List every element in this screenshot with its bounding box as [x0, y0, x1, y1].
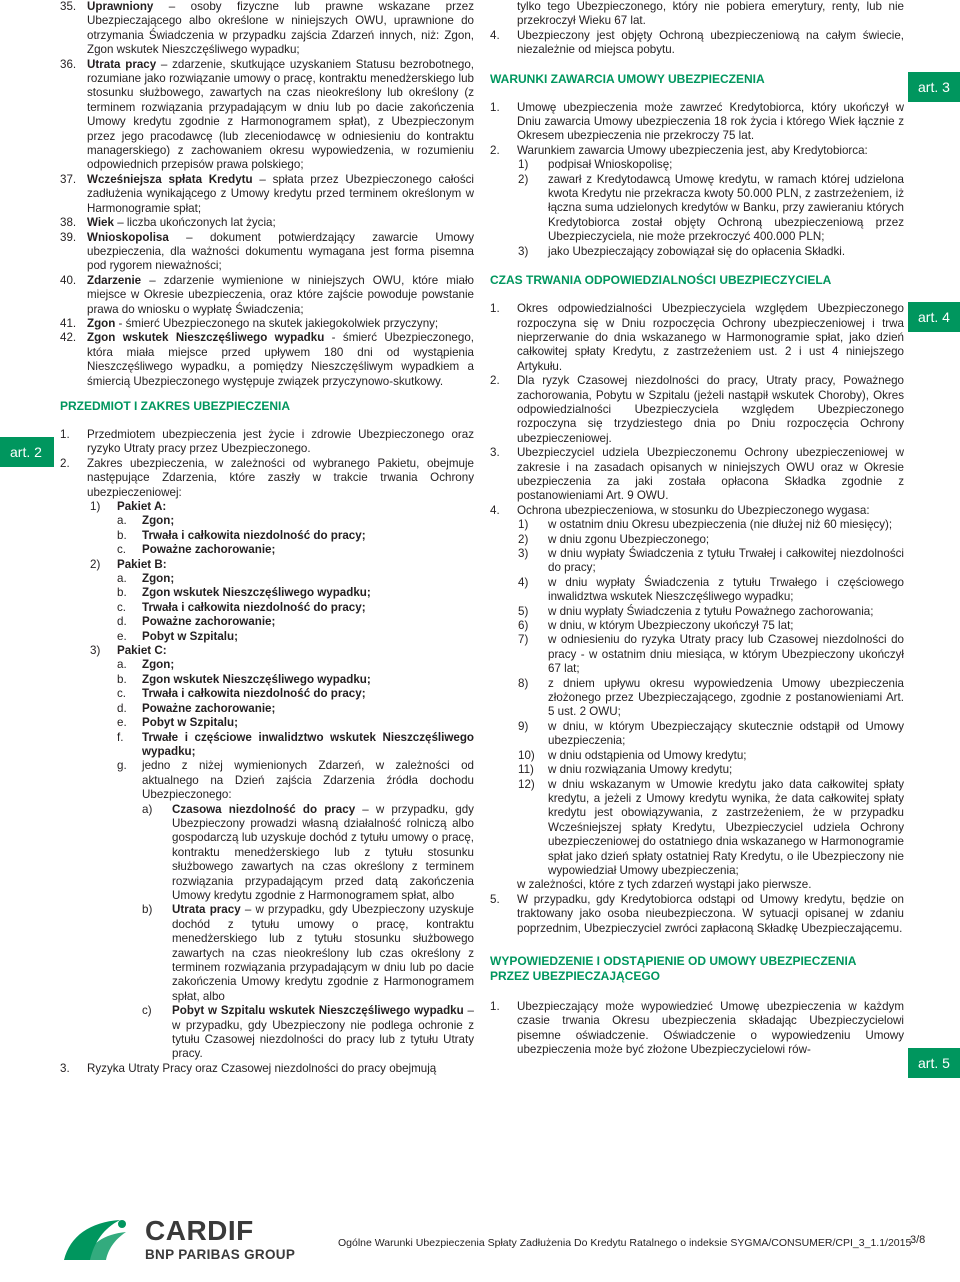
art4-expiry-text: w odniesieniu do ryzyka Utraty pracy lub Czasowej niezdolności do pracy - w ostatnim dniu miesiąca, w którym Ubezpieczony ukończył 67 lat;	[548, 633, 904, 676]
definition-item	[60, 58, 474, 173]
pakiet-item-label: Zgon wskutek Nieszczęśliwego wypadku;	[142, 586, 371, 600]
pakiet-a: 1) Pakiet A:	[90, 500, 167, 513]
art4-paragraph-3: 3. Ubezpieczyciel udziela Ubezpieczonemu Ochrony ubezpieczeniowej w zakresie i na zasadach opisanych w niniejszych OWU oraz w Okresie ubezpieczenia za jaki została opłacona Składka zgodnie z postanowieniami Art. 9 OWU.	[490, 446, 904, 503]
art3-condition-number: 2)	[518, 172, 529, 186]
pakiet-item-letter: a.	[117, 658, 127, 672]
art3-tab: art. 3	[908, 72, 960, 102]
art4-tab: art. 4	[908, 302, 960, 332]
art4-paragraph-1: 1. Okres odpowiedzialności Ubezpieczyciela względem Ubezpieczonego rozpoczyna się w Dniu rozpoczęcia Ochrony ubezpieczeniowej i trwa nieprzerwanie do dnia wskazanego w Harmonogramie spłat, jako dzień całkowitej spłaty Kredytu, z zastrzeżeniem ust. 2 i ust 4 niniejszego Artykułu.	[490, 302, 904, 373]
pakiet-item-letter: a.	[117, 514, 127, 528]
art4-expiry-number: 11)	[518, 763, 534, 777]
art4-heading: CZAS TRWANIA ODPOWIEDZIALNOŚCI UBEZPIECZYCIELA	[490, 273, 832, 288]
pakiet-item-label: Zgon;	[142, 514, 175, 528]
income-event-text: – w przypadku, gdy Ubezpieczony prowadzi własną działalność rolniczą albo gospodarczą lub uzyskuje dochód z tytułu umowy o pracę, kontraktu menedżerskiego lub z tytułu stosunku służbowego zawartych na czas określony z terminem rozwiązania przypadającym przed datą zakończenia Umowy kredytu zgodnie z Harmonogramem spłat, albo	[172, 802, 474, 902]
cardif-logo-icon	[60, 1216, 130, 1264]
art4-paragraph-5: 5. W przypadku, gdy Kredytobiorca odstąpi od Umowy kredytu, będzie on traktowany jako osoba nieubezpieczona. W sytuacji opisanej w zdaniu poprzednim, Ubezpieczyciel zwróci zapłaconą Składkę Ubezpieczającemu.	[490, 892, 904, 935]
definition-term: Zgon	[87, 316, 116, 330]
art4-expiry-item	[490, 633, 904, 676]
left-column	[60, 0, 474, 1076]
pakiet-item	[60, 586, 474, 600]
page-number: 3/8	[910, 1234, 926, 1246]
definition-term: Wiek	[87, 216, 114, 230]
art3-paragraph-1: 1. Umowę ubezpieczenia może zawrzeć Kredytobiorca, który ukończył w Dniu zawarcia Umowy ubezpieczenia 18 rok życia i którego Wiek łącznie z Okresem ubezpieczenia nie przekroczy 75 lat.	[490, 100, 904, 143]
income-event-term: Utrata pracy	[172, 903, 241, 917]
pakiet-b: 2) Pakiet B:	[90, 557, 167, 571]
art4-expiry-item	[490, 533, 904, 547]
document-title: Ogólne Warunki Ubezpieczenia Spłaty Zadłużenia Do Kredytu Ratalnego o indeksie SYGMA/CONSUMER/CPI_3_1.1/2015	[338, 1237, 912, 1249]
art4-expiry-number: 5)	[518, 604, 529, 618]
art3-condition	[490, 158, 904, 172]
art3-heading: WARUNKI ZAWARCIA UMOWY UBEZPIECZENIA	[490, 71, 765, 86]
art2-heading: PRZEDMIOT I ZAKRES UBEZPIECZENIA	[60, 398, 291, 413]
art4-expiry-number: 6)	[518, 619, 529, 633]
definition-term: Wnioskopolisa	[87, 230, 169, 244]
pakiet-item-letter: b.	[117, 586, 127, 600]
pakiet-item-label: Trwała i całkowita niezdolność do pracy;	[142, 687, 366, 701]
definition-number: 41.	[60, 316, 77, 330]
art4-expiry-number: 7)	[518, 633, 529, 647]
art4-expiry-text: w dniu wypłaty Świadczenia z tytułu Trwałej i całkowitej niezdolności do pracy;	[548, 547, 904, 575]
pakiet-item	[60, 658, 474, 672]
art5-tab: art. 5	[908, 1048, 960, 1078]
pakiet-item-label: Pobyt w Szpitalu;	[142, 716, 238, 730]
income-event-term: Czasowa niezdolność do pracy	[172, 802, 356, 816]
income-event-text: – w przypadku, gdy Ubezpieczony nie podlega ochronie z tytułu Czasowej niezdolności do pracy lub z tytułu Utraty pracy.	[172, 1004, 475, 1061]
pakiet-item-letter: e.	[117, 716, 127, 730]
definition-item	[60, 331, 474, 389]
definition-item	[60, 231, 474, 274]
pakiet-item-letter: c.	[117, 687, 127, 701]
pakiet-item	[60, 615, 474, 629]
pakiet-item-letter: e.	[117, 629, 127, 643]
art4-expiry-text: w dniu wskazanym w Umowie kredytu jako data całkowitej spłaty kredytu, a jeżeli z Umowy kredytu wynika, że data całkowitej spłaty kredytu jest obowiązywania, z zastrzeżeniem, że w przypadku Wcześniejszej spłaty Kredytu, Ubezpieczyciel udziela Ochrony ubezpieczeniowej do ostatniego dnia wskazanego w Harmonogramie spłat jako dzień spłaty ostatniej Raty Kredytu, o ile Ubezpieczony nie wypowiedział Umowy ubezpieczenia;	[548, 777, 904, 877]
art2-paragraph-3: 3. Ryzyka Utraty Pracy oraz Czasowej niezdolności do pracy obejmują	[60, 1061, 437, 1075]
pakiet-a-items	[60, 514, 474, 557]
art4-expiry-item	[490, 518, 904, 532]
art4-tail: w zależności, które z tych zdarzeń wystąpi jako pierwsze.	[517, 878, 812, 892]
art4-expiry-item	[490, 619, 904, 633]
art5-body	[490, 1000, 904, 1058]
art4-expiry-number: 9)	[518, 719, 529, 733]
art2-paragraph-3-continued: tylko tego Ubezpieczonego, który nie pobiera emerytury, renty, lub nie przekroczył Wieku 67 lat.	[517, 0, 904, 28]
art5-heading	[490, 954, 904, 984]
art5-paragraph-1: 1. Ubezpieczający może wypowiedzieć Umowę ubezpieczenia w każdym czasie trwania Okresu ubezpieczenia składając Ubezpieczycielowi pisemne oświadczenie. Oświadczenie o wypowiedzeniu Umowy ubezpieczenia może być złożone Ubezpieczycielowi rów-	[490, 999, 904, 1057]
art4-expiry-text: w dniu zgonu Ubezpieczonego;	[548, 532, 710, 546]
definition-item	[60, 0, 474, 58]
definition-text: - śmierć Ubezpieczonego, która miała miejsce przed upływem 180 dni od wystąpienia Nieszczęśliwego wypadku, a pomiędzy Nieszczęśliwym wypadkiem a śmiercią Ubezpieczonego występuje związek przyczynowo-skutkowy.	[87, 331, 474, 388]
art3-condition-text: zawarł z Kredytodawcą Umowę kredytu, w ramach której udzielona kwota Kredytu nie przekracza kwoty 50.000 PLN, z zastrzeżeniem, iż łączna suma udzielonych kredytów w Banku, przy zawieraniu których Kredytobiorca został objęty Ochroną ubezpieczeniową przez Ubezpieczyciela, nie może przekroczyć 400.000 PLN;	[548, 172, 904, 244]
pakiet-item	[60, 529, 474, 543]
art2-tab: art. 2	[0, 437, 54, 467]
pakiet-item-letter: a.	[117, 572, 127, 586]
definition-text: - śmierć Ubezpieczonego na skutek jakiegokolwiek przyczyny;	[115, 316, 439, 330]
art4-expiry-number: 1)	[518, 518, 529, 532]
right-column	[490, 0, 904, 1058]
art4-expiry-number: 2)	[518, 532, 529, 546]
definition-number: 35.	[60, 0, 77, 13]
pakiet-item	[60, 673, 474, 687]
income-event-items	[60, 803, 474, 1062]
pakiet-item	[60, 543, 474, 557]
art4-expiry-item	[490, 720, 904, 749]
art4-expiry-text: w dniu wypłaty Świadczenia z tytułu Trwałego i częściowego inwalidztwa wskutek Nieszczęśliwego wypadku;	[548, 575, 904, 604]
art4-expiry-item	[490, 763, 904, 777]
pakiet-item-letter: f.	[117, 730, 124, 744]
pakiet-item	[60, 601, 474, 615]
definition-text: – zdarzenie, skutkujące uzyskaniem Statusu bezrobotnego, rozumiane jako rozwiązanie umowy o pracę, kontraktu menedżerskiego lub stosunku służbowego, zawartych na czas nieokreślony lub określony (z terminem rozwiązania przypadającym w dniu lub po dacie zakończenia Umowy kredytu zgodnie z Harmonogramem spłat), z Ubezpieczonym przez jego pracodawcę (lub zleceniodawcę w odniesieniu do kontraktu managerskiego) z zachowaniem okresu wypowiedzenia, w rozumieniu odpowiednich przepisów prawa polskiego;	[87, 57, 474, 172]
definition-number: 36.	[60, 57, 77, 71]
pakiet-item	[60, 630, 474, 644]
pakiet-item-letter: b.	[117, 528, 127, 542]
pakiet-item-label: Zgon;	[142, 658, 175, 672]
pakiet-item-label: Zgon;	[142, 572, 175, 586]
art4-expiry-number: 10)	[518, 748, 535, 762]
definition-item	[60, 216, 474, 230]
art4-body	[490, 302, 904, 936]
art4-expiry-text: w dniu rozwiązania Umowy kredytu;	[548, 763, 733, 777]
art5-heading-line-1: WYPOWIEDZENIE I ODSTĄPIENIE OD UMOWY UBEZPIECZENIA	[490, 953, 857, 968]
art3-paragraph-2: 2. Warunkiem zawarcia Umowy ubezpieczenia jest, aby Kredytobiorca:	[490, 143, 868, 157]
definition-text: – zdarzenie wymienione w niniejszych OWU, które miało miejsce w Okresie ubezpieczenia, oraz które zajście powoduje powstanie prawa do wniosku o wypłatę Świadczenia;	[87, 273, 474, 316]
art4-expiry-number: 3)	[518, 547, 529, 560]
art4-paragraph-4: 4. Ochrona ubezpieczeniowa, w stosunku do Ubezpieczonego wygasa:	[490, 503, 870, 517]
definition-item	[60, 317, 474, 331]
pakiet-item-label: Trwała i całkowita niezdolność do pracy;	[142, 600, 366, 614]
pakiet-item-letter: d.	[117, 701, 127, 715]
art4-expiry-text: w ostatnim dniu Okresu ubezpieczenia (nie dłużej niż 60 miesięcy);	[548, 518, 893, 532]
art3-condition-text: jako Ubezpieczający zobowiązał się do opłacenia Składki.	[548, 244, 846, 258]
income-event-number: b)	[142, 903, 153, 917]
pakiet-item	[60, 731, 474, 760]
pakiet-item-letter: d.	[117, 615, 127, 629]
pakiet-c-item-g: g. jedno z niżej wymienionych Zdarzeń, w zależności od aktualnego na Dzień zajścia Zdarzenia źródła dochodu Ubezpieczonego:	[117, 759, 474, 802]
definition-term: Zgon wskutek Nieszczęśliwego wypadku	[87, 331, 325, 345]
art4-expiry-item	[490, 778, 904, 879]
pakiet-item-label: Zgon wskutek Nieszczęśliwego wypadku;	[142, 672, 371, 686]
art4-expiry-item	[490, 576, 904, 605]
art4-expiry-item	[490, 605, 904, 619]
definition-text: – dokument potwierdzający zawarcie Umowy ubezpieczenia, dla ważności dokumentu wymagana jest forma pisemna pod rygorem nieważności;	[87, 230, 474, 273]
art3-condition-number: 1)	[518, 158, 529, 172]
art4-expiry-number: 4)	[518, 575, 529, 589]
definition-term: Zdarzenie	[87, 273, 142, 287]
art4-expiry-text: w dniu odstąpienia od Umowy kredytu;	[548, 748, 747, 762]
definition-term: Wcześniejsza spłata Kredytu	[87, 172, 253, 186]
definition-text: – spłata przez Ubezpieczonego całości zadłużenia wynikającego z Umowy kredytu przed terminem określonym w Harmonogramie spłat;	[87, 172, 474, 215]
definition-text: – osoby fizyczne lub prawne wskazane przez Ubezpieczającego albo określone w niniejszych OWU, uprawnione do otrzymania Świadczenia w przypadku zajścia Zdarzeń innych, niż: Zgon, Zgon wskutek Nieszczęśliwego wypadku;	[87, 0, 474, 57]
art4-expiry-item	[490, 677, 904, 720]
pakiet-item-letter: c.	[117, 600, 127, 614]
pakiet-item-label: Trwała i całkowita niezdolność do pracy;	[142, 528, 366, 542]
pakiet-item-label: Poważne zachorowanie;	[142, 543, 276, 557]
income-event-item	[60, 903, 474, 1004]
income-event-text: – w przypadku, gdy Ubezpieczony uzyskuje dochód z tytułu umowy o pracę, kontraktu menedżerskiego lub z tytułu stosunku służbowego zawartych na czas nieokreślony lub czas określony z terminem rozwiązania przypadającym w dniu lub po dacie zakończenia Umowy kredytu zgodnie z Harmonogramem spłat, albo	[172, 903, 474, 1003]
pakiet-item-letter: b.	[117, 672, 127, 686]
pakiet-item-label: Poważne zachorowanie;	[142, 615, 276, 629]
pakiet-item-letter: c.	[117, 543, 127, 557]
pakiet-item-label: Poważne zachorowanie;	[142, 701, 276, 715]
definition-number: 37.	[60, 172, 77, 186]
definition-item	[60, 274, 474, 317]
art4-expiry-text: w dniu wypłaty Świadczenia z tytułu Poważnego zachorowania;	[548, 604, 874, 618]
pakiet-b-items	[60, 572, 474, 644]
art2-paragraph-4: 4. Ubezpieczony jest objęty Ochroną ubezpieczeniową na całym świecie, niezależnie od miejsca pobytu.	[490, 28, 904, 57]
income-event-number: c)	[142, 1004, 152, 1018]
logo-subtitle: BNP PARIBAS GROUP	[145, 1247, 296, 1262]
definition-text: – liczba ukończonych lat życia;	[113, 216, 276, 230]
pakiet-item	[60, 702, 474, 716]
income-event-item	[60, 803, 474, 904]
art3-condition-text: podpisał Wnioskopolisę;	[548, 158, 673, 172]
art2-paragraph-2: 2. Zakres ubezpieczenia, w zależności od wybranego Pakietu, obejmuje następujące Zdarzenia, które zaszły w trakcie trwania Ochrony ubezpieczeniowej:	[60, 456, 474, 499]
definition-term: Utrata pracy	[87, 57, 157, 71]
pakiet-item	[60, 572, 474, 586]
pakiet-item	[60, 716, 474, 730]
art3-condition	[490, 245, 904, 259]
art3-body	[490, 101, 904, 259]
art4-paragraph-2: 2. Dla ryzyk Czasowej niezdolności do pracy, Utraty pracy, Poważnego zachorowania, Pobytu w Szpitalu (jeżeli nastąpił wskutek Choroby), Okres odpowiedzialności Ubezpieczyciela względem Ubezpieczonego rozpoczyna się trzydziestego dnia po Dniu rozpoczęcia Ochrony ubezpieczeniowej.	[490, 374, 904, 445]
art4-expiry-text: w dniu, w którym Ubezpieczający skutecznie odstąpił od Umowy ubezpieczenia;	[548, 719, 904, 748]
definition-item	[60, 173, 474, 216]
logo-wordmark: CARDIF	[145, 1215, 254, 1246]
definition-term: Uprawniony	[87, 0, 154, 13]
pakiet-item-label: Pobyt w Szpitalu;	[142, 629, 238, 643]
art4-expiry-number: 12)	[518, 777, 535, 791]
pakiet-item	[60, 514, 474, 528]
art4-expiry-text: w dniu, w którym Ubezpieczony ukończył 75 lat;	[548, 619, 794, 633]
definitions-list	[60, 0, 474, 389]
art4-expiry-number: 8)	[518, 676, 529, 690]
art4-expiry-items	[490, 518, 904, 878]
art4-expiry-item	[490, 547, 904, 576]
pakiet-item	[60, 687, 474, 701]
pakiet-item-label: Trwałe i częściowe inwalidztwo wskutek Nieszczęśliwego wypadku;	[142, 730, 474, 758]
art3-condition	[490, 173, 904, 245]
definition-number: 38.	[60, 216, 77, 230]
pakiet-c: 3) Pakiet C:	[90, 644, 167, 658]
art3-condition-number: 3)	[518, 244, 529, 258]
definition-number: 42.	[60, 331, 77, 345]
pakiet-c-items	[60, 658, 474, 759]
art3-conditions	[490, 158, 904, 259]
art5-heading-line-2: PRZEZ UBEZPIECZAJĄCEGO	[490, 968, 661, 983]
art4-expiry-text: z dniem upływu okresu wypowiedzenia Umowy ubezpieczenia złożonego przez Ubezpieczającego, zgodnie z postanowieniami Art. 5 ust. 2 OWU;	[548, 676, 904, 719]
income-event-term: Pobyt w Szpitalu wskutek Nieszczęśliwego wypadku	[172, 1004, 464, 1018]
art2-body	[60, 428, 474, 1076]
footer	[0, 1196, 960, 1282]
income-event-item	[60, 1004, 474, 1062]
income-event-number: a)	[142, 802, 153, 816]
definition-number: 40.	[60, 273, 77, 287]
art2-paragraph-1: 1. Przedmiotem ubezpieczenia jest życie i zdrowie Ubezpieczonego oraz ryzyko Utraty pracy przez Ubezpieczonego.	[60, 427, 474, 456]
art4-expiry-item	[490, 749, 904, 763]
definition-number: 39.	[60, 230, 77, 244]
